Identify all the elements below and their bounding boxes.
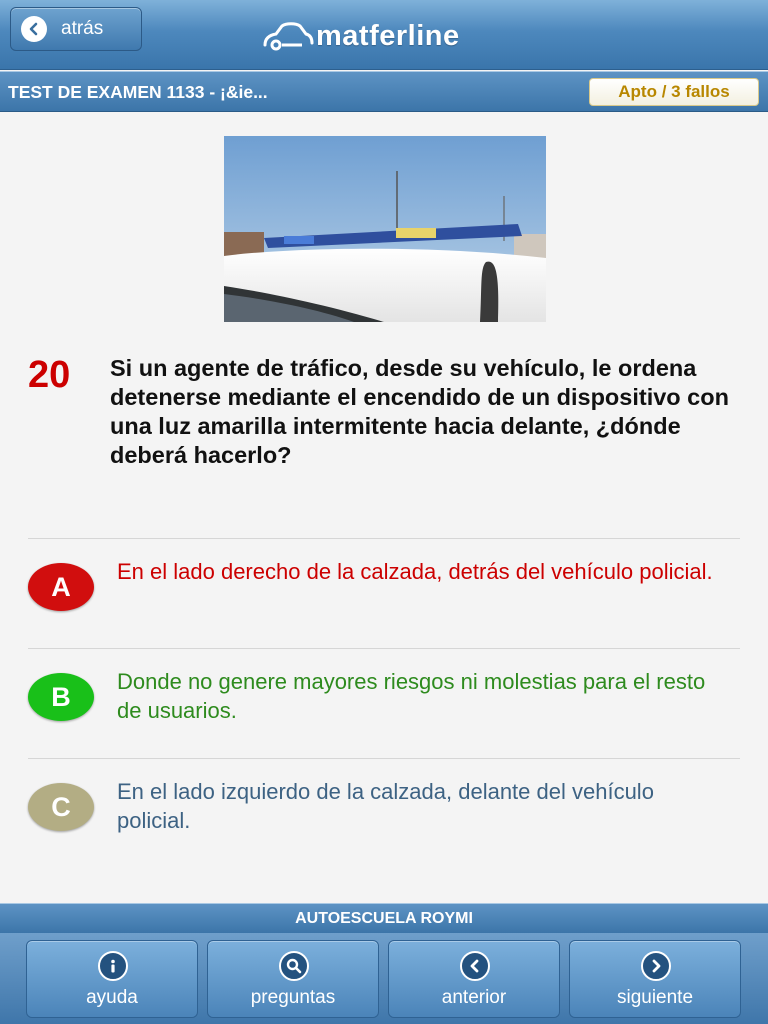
- answer-a-badge: A: [28, 563, 94, 611]
- answer-c-text: En el lado izquierdo de la calzada, delante del vehículo policial.: [117, 779, 654, 833]
- exam-header: [0, 71, 768, 112]
- questions-button-label: preguntas: [250, 987, 336, 1008]
- question-text: Si un agente de tráfico, desde su vehículo, le ordena detenerse mediante el encendido de un dispositivo con una luz amarilla intermitente hacia delante, ¿dónde deberá hacerlo?: [110, 355, 729, 468]
- answer-a-text: En el lado derecho de la calzada, detrás del vehículo policial.: [117, 559, 713, 584]
- back-button[interactable]: [10, 7, 142, 51]
- question-photo: [224, 136, 546, 322]
- help-button-label: ayuda: [86, 987, 138, 1008]
- car-outline-icon: [262, 21, 314, 51]
- answer-b[interactable]: [28, 648, 740, 748]
- answer-b-badge: B: [28, 673, 94, 721]
- bottom-toolbar: [0, 933, 768, 1024]
- answer-c[interactable]: [28, 758, 740, 858]
- search-icon: [279, 951, 309, 981]
- app-logo: [262, 14, 460, 58]
- back-button-label: atrás: [61, 18, 104, 39]
- question-number: 20: [28, 354, 71, 396]
- answer-a[interactable]: [28, 538, 740, 638]
- chevron-right-icon: [641, 951, 671, 981]
- next-button[interactable]: [569, 940, 741, 1018]
- previous-button-label: anterior: [441, 987, 507, 1008]
- chevron-left-icon: [21, 16, 47, 42]
- help-button[interactable]: [26, 940, 198, 1018]
- questions-button[interactable]: [207, 940, 379, 1018]
- exam-title: TEST DE EXAMEN 1133 - ¡&ie...: [8, 82, 268, 102]
- chevron-left-icon: [460, 951, 490, 981]
- previous-button[interactable]: [388, 940, 560, 1018]
- answer-c-badge: C: [28, 783, 94, 831]
- top-nav-bar: [0, 0, 768, 70]
- answer-b-text: Donde no genere mayores riesgos ni molestias para el resto de usuarios.: [117, 669, 706, 723]
- logo-text: matferline: [316, 19, 460, 52]
- next-button-label: siguiente: [616, 987, 694, 1008]
- school-name-bar: AUTOESCUELA ROYMI: [0, 903, 768, 933]
- info-icon: [98, 951, 128, 981]
- result-badge: Apto / 3 fallos: [589, 78, 759, 106]
